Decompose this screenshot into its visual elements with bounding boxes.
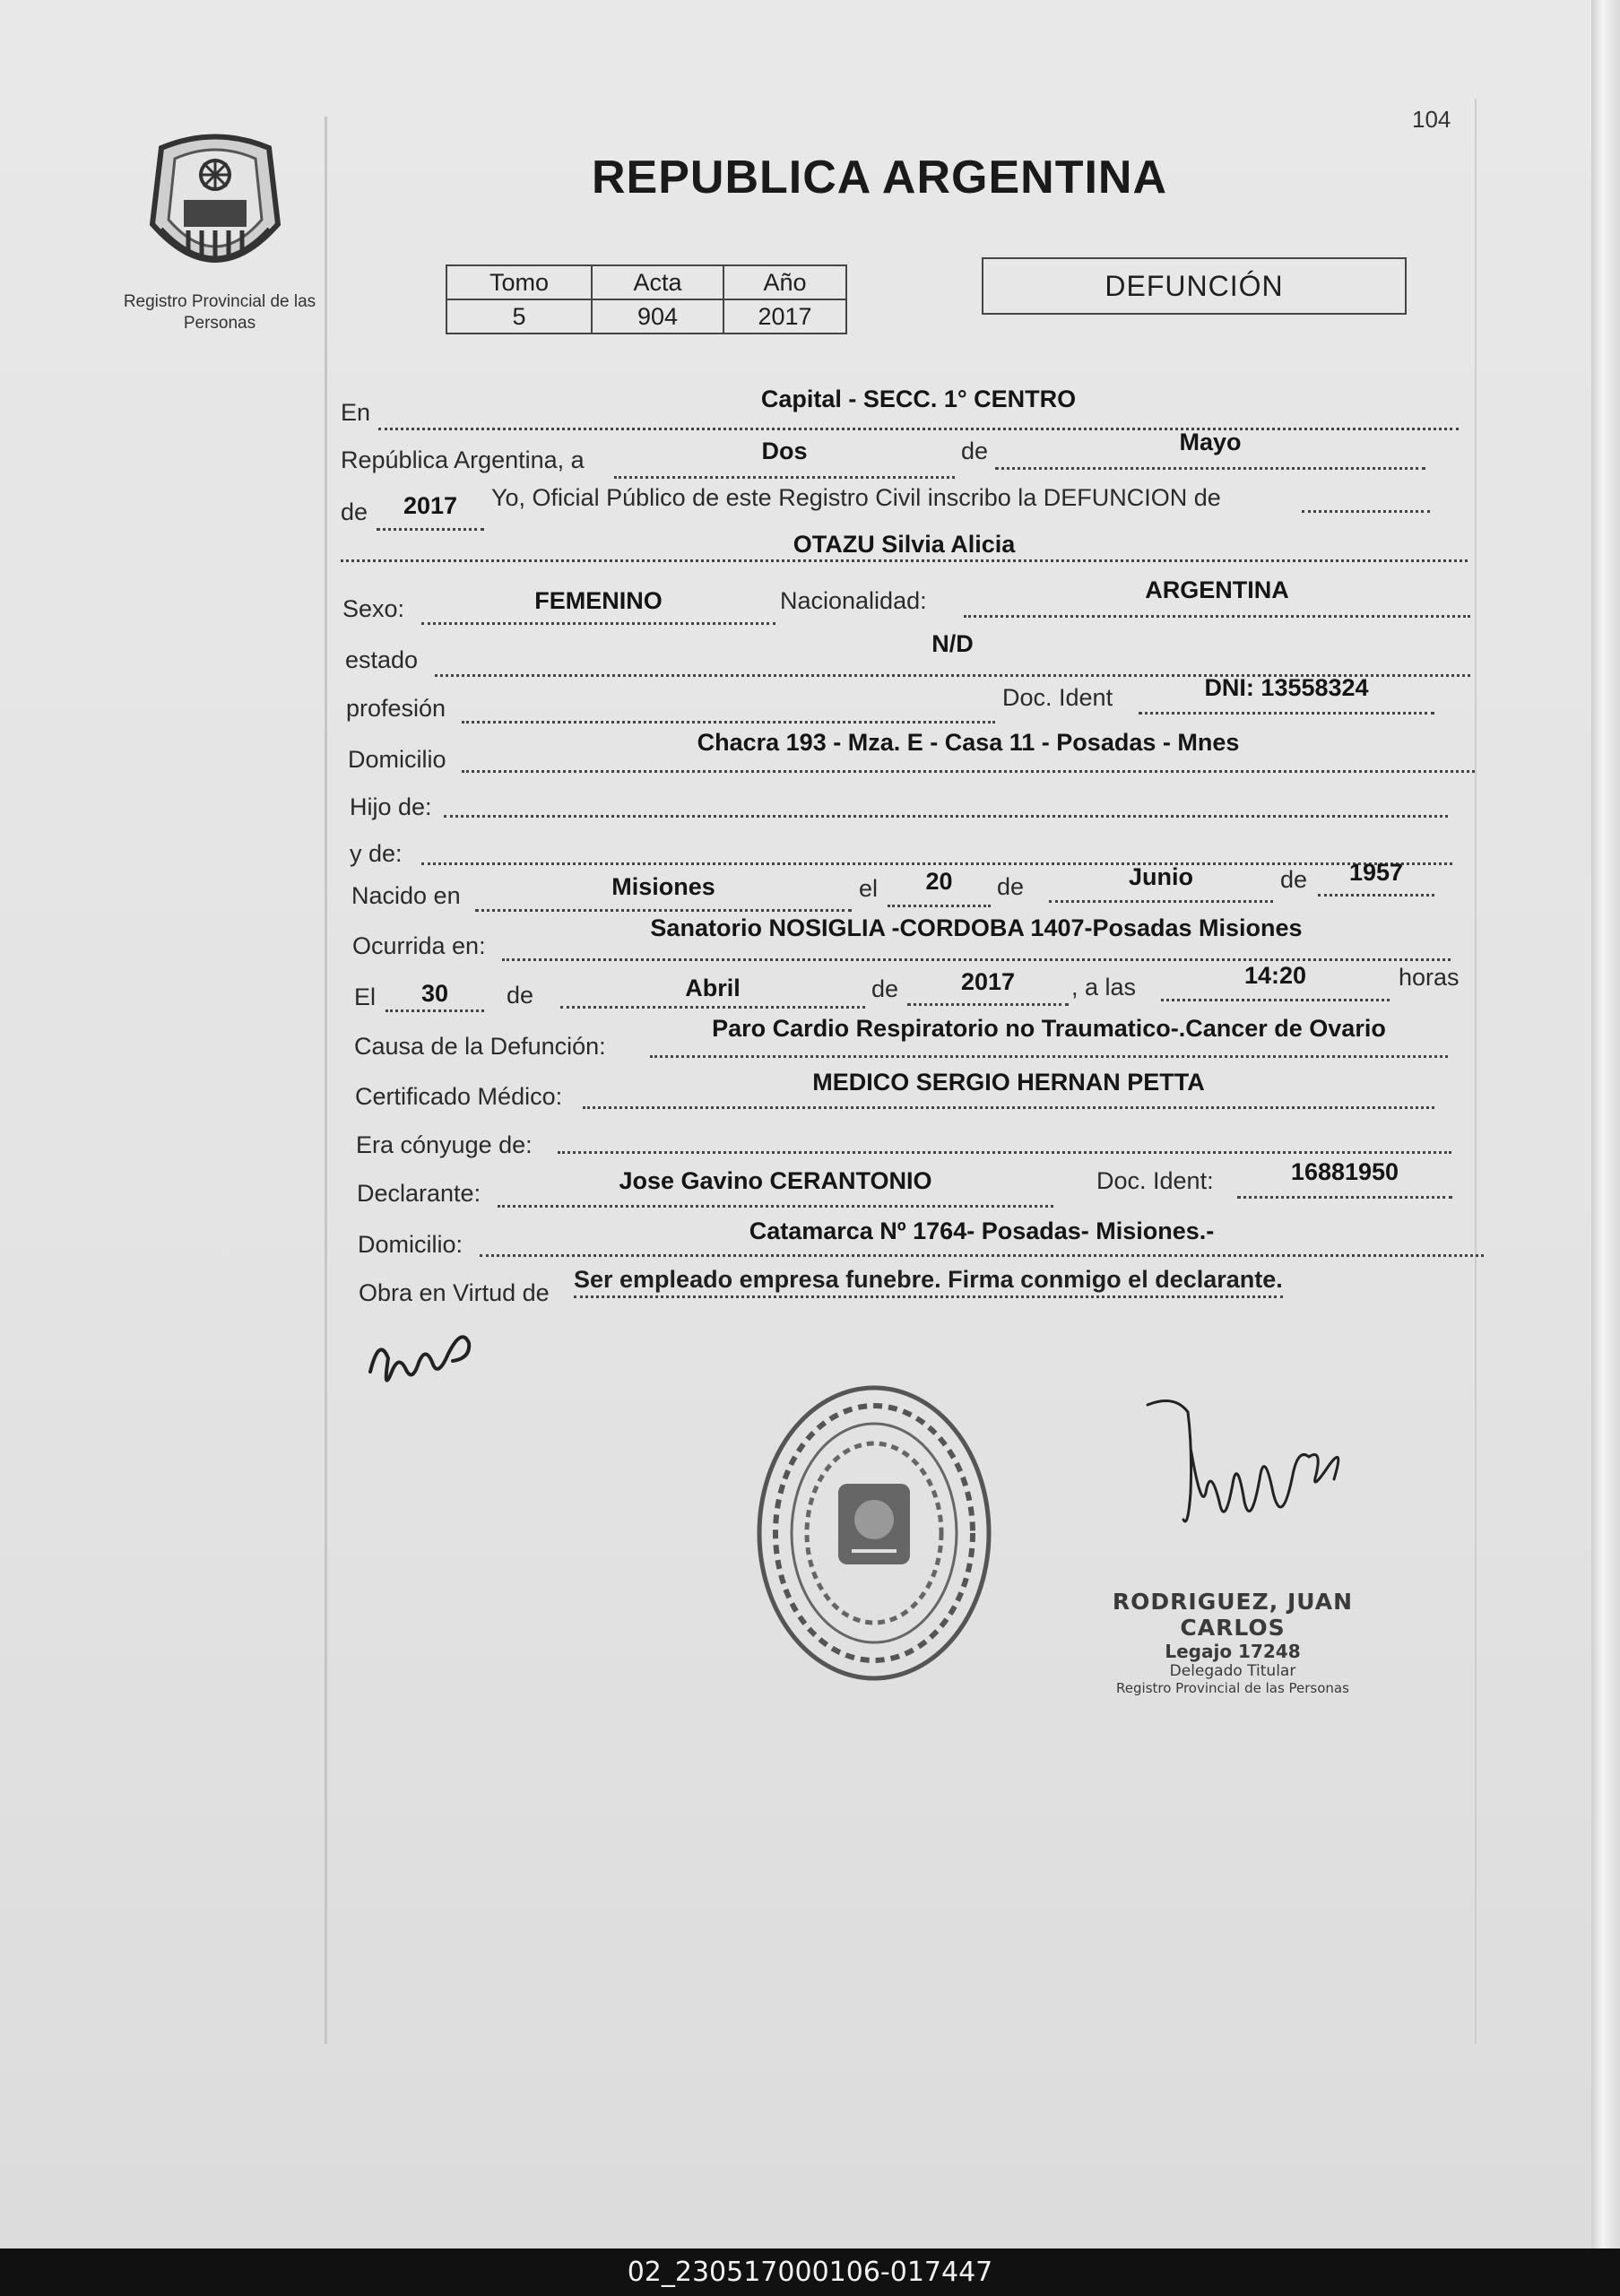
handwritten-initials-icon xyxy=(363,1318,489,1399)
value-doc-ident: DNI: 13558324 xyxy=(1204,674,1369,701)
stamp-organismo: Registro Provincial de las Personas xyxy=(1116,1680,1349,1696)
field-hijo-de xyxy=(444,784,1448,818)
registry-caption: Registro Provincial de las Personas xyxy=(123,292,316,333)
header-anio: Año xyxy=(723,265,846,299)
stamp-name: RODRIGUEZ, JUAN CARLOS xyxy=(1112,1589,1354,1641)
field-blank-1 xyxy=(1302,480,1430,513)
value-sexo: FEMENINO xyxy=(534,587,663,614)
label-y-de: y de: xyxy=(350,840,403,867)
label-de-6: de xyxy=(871,975,899,1002)
left-margin-line xyxy=(325,117,327,2044)
field-profesion xyxy=(462,690,995,723)
label-obra: Obra en Virtud de xyxy=(359,1279,550,1306)
label-de-5: de xyxy=(507,982,534,1009)
field-y-de xyxy=(421,832,1452,865)
value-ocurrida-en: Sanatorio NOSIGLIA -CORDOBA 1407-Posadas Misiones xyxy=(650,914,1303,941)
document-title: REPUBLICA ARGENTINA xyxy=(592,152,1168,204)
label-a-las: , a las xyxy=(1071,974,1137,1001)
label-profesion: profesión xyxy=(346,695,446,722)
value-lugar: Capital - SECC. 1° CENTRO xyxy=(760,386,1077,412)
label-horas: horas xyxy=(1399,964,1460,991)
value-causa: Paro Cardio Respiratorio no Traumatico-.Cancer de Ovario xyxy=(712,1015,1386,1042)
label-en: En xyxy=(341,399,371,426)
provincial-emblem-icon xyxy=(143,130,287,282)
value-certificado: MEDICO SERGIO HERNAN PETTA xyxy=(812,1069,1205,1096)
value-declarante: Jose Gavino CERANTONIO xyxy=(619,1167,932,1194)
value-mes-nacimiento: Junio xyxy=(1129,863,1193,890)
label-de-4: de xyxy=(1280,866,1308,893)
label-conyuge: Era cónyuge de: xyxy=(356,1131,533,1158)
label-ocurrida-en: Ocurrida en: xyxy=(352,932,486,959)
value-anio-defuncion: 2017 xyxy=(960,968,1016,995)
value-domicilio: Chacra 193 - Mza. E - Casa 11 - Posadas - Mnes xyxy=(697,729,1240,756)
label-de-2: de xyxy=(341,498,368,525)
label-doc-ident-2: Doc. Ident: xyxy=(1096,1167,1214,1194)
label-yo-oficial: Yo, Oficial Público de este Registro Civil inscribo la DEFUNCION de xyxy=(491,484,1221,511)
label-domicilio-2: Domicilio: xyxy=(358,1231,463,1258)
value-dia-nacimiento: 20 xyxy=(925,868,953,895)
label-domicilio: Domicilio xyxy=(348,746,446,773)
label-nacionalidad: Nacionalidad: xyxy=(780,587,927,614)
label-de-3: de xyxy=(997,873,1025,900)
label-declarante: Declarante: xyxy=(357,1180,481,1207)
label-el: el xyxy=(859,875,879,902)
label-estado: estado xyxy=(345,646,419,673)
value-doc-declarante: 16881950 xyxy=(1290,1158,1399,1185)
value-estado: N/D xyxy=(931,630,974,657)
label-nacido-en: Nacido en xyxy=(351,882,461,909)
label-hijo-de: Hijo de: xyxy=(350,793,432,820)
stamp-cargo: Delegado Titular xyxy=(1169,1662,1296,1680)
label-doc-ident: Doc. Ident xyxy=(1002,684,1113,711)
value-nacionalidad: ARGENTINA xyxy=(1145,576,1289,603)
right-margin-line xyxy=(1475,99,1477,2044)
value-nacido-en: Misiones xyxy=(611,873,715,900)
label-certificado: Certificado Médico: xyxy=(355,1083,563,1110)
header-acta: Acta xyxy=(592,265,723,299)
value-acta: 904 xyxy=(592,299,723,334)
value-anio: 2017 xyxy=(723,299,846,334)
page-number: 104 xyxy=(1412,106,1451,133)
official-signature-icon xyxy=(1139,1394,1363,1564)
value-anio-nacimiento: 1957 xyxy=(1348,859,1404,886)
value-dia-defuncion: 30 xyxy=(420,980,449,1007)
value-anio-inscripcion: 2017 xyxy=(403,492,458,519)
value-mes-inscripcion: Mayo xyxy=(1179,429,1242,455)
value-domicilio-declarante: Catamarca Nº 1764- Posadas- Misiones.- xyxy=(749,1217,1215,1244)
field-conyuge xyxy=(558,1121,1451,1154)
value-obra: Ser empleado empresa funebre. Firma conmigo el declarante. xyxy=(574,1266,1283,1298)
label-sexo: Sexo: xyxy=(342,595,405,622)
value-dia-inscripcion: Dos xyxy=(761,438,808,464)
value-mes-defuncion: Abril xyxy=(685,975,741,1001)
label-el-2: El xyxy=(354,983,377,1010)
record-table xyxy=(446,264,847,334)
stamp-legajo: Legajo 17248 xyxy=(1165,1641,1301,1662)
official-stamp xyxy=(1058,1589,1408,1696)
document-footer-id: 02_230517000106-017447 xyxy=(0,2248,1620,2296)
value-nombre: OTAZU Silvia Alicia xyxy=(793,531,1016,558)
value-tomo: 5 xyxy=(446,299,592,334)
label-republica: República Argentina, a xyxy=(341,446,585,473)
registry-round-seal-icon xyxy=(753,1381,995,1685)
header-tomo: Tomo xyxy=(446,265,592,299)
label-causa: Causa de la Defunción: xyxy=(354,1033,606,1060)
record-type-box: DEFUNCIÓN xyxy=(982,257,1407,315)
value-hora-defuncion: 14:20 xyxy=(1243,962,1307,989)
label-de-1: de xyxy=(961,438,989,464)
page-edge xyxy=(1591,0,1620,2248)
